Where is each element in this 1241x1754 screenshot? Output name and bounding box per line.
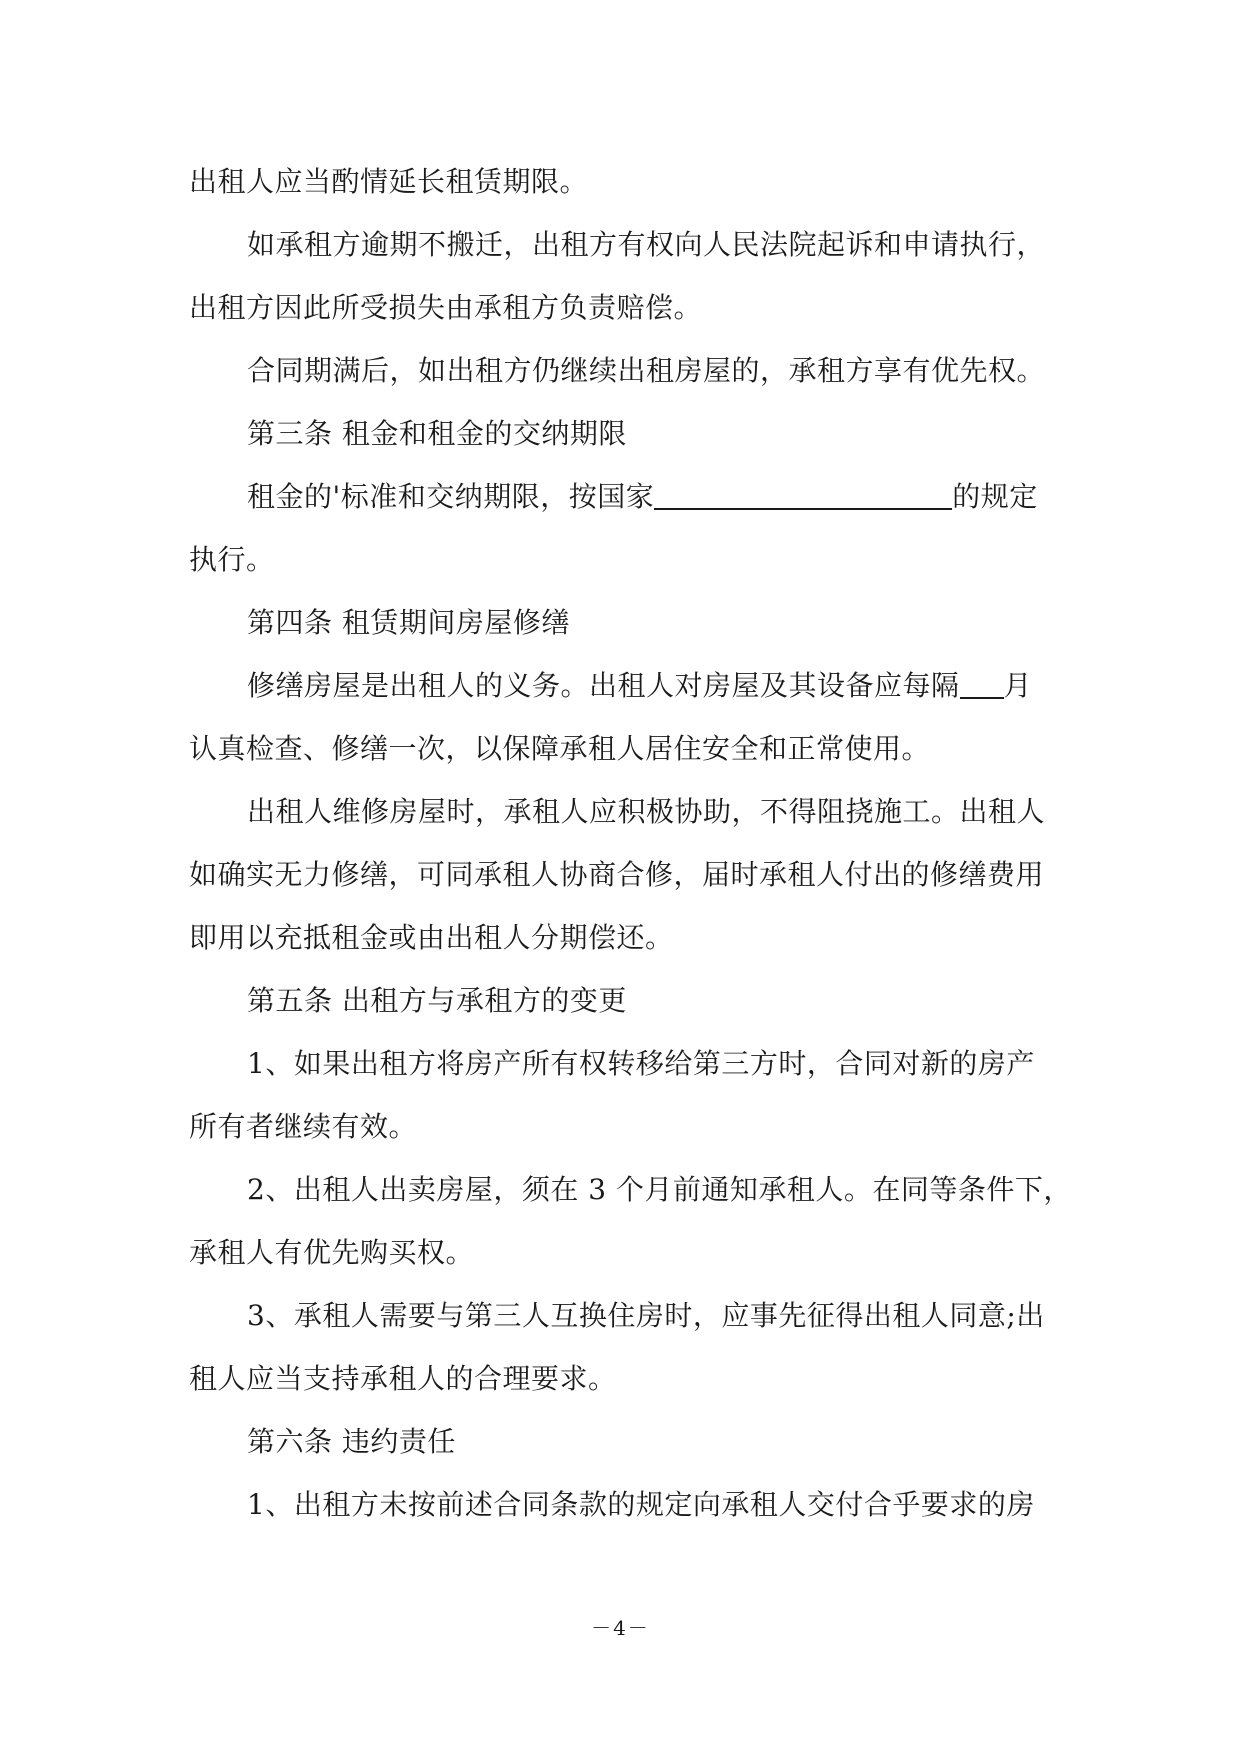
line-text-after-blank: 的规定	[952, 480, 1038, 513]
page-number: －4－	[591, 1616, 650, 1640]
paragraph-line: 合同期满后，如出租方仍继续出租房屋的，承租方享有优先权。	[247, 354, 1046, 387]
document-body	[189, 150, 1072, 1536]
fill-in-blank	[654, 480, 952, 510]
article-heading-6: 第六条 违约责任	[247, 1425, 456, 1458]
paragraph-line: 3、承租人需要与第三人互换住房时，应事先征得出租人同意;出	[247, 1299, 1045, 1332]
paragraph-line: 2、出租人出卖房屋，须在 3 个月前通知承租人。在同等条件下，	[247, 1173, 1072, 1206]
paragraph-line: 出租方因此所受损失由承租方负责赔偿。	[189, 291, 703, 324]
article-heading-4: 第四条 租赁期间房屋修缮	[247, 606, 570, 639]
line-text-before-blank: 修缮房屋是出租人的义务。出租人对房屋及其设备应每隔	[247, 669, 960, 702]
paragraph-line: 租人应当支持承租人的合理要求。	[189, 1362, 617, 1395]
paragraph-line: 所有者继续有效。	[189, 1110, 418, 1143]
paragraph-line: 认真检查、修缮一次，以保障承租人居住安全和正常使用。	[189, 732, 931, 765]
paragraph-line: 出租人维修房屋时，承租人应积极协助，不得阻挠施工。出租人	[247, 795, 1046, 828]
paragraph-line: 承租人有优先购买权。	[189, 1236, 475, 1269]
paragraph-line: 即用以充抵租金或由出租人分期偿还。	[189, 921, 674, 954]
fill-in-blank	[960, 669, 1004, 699]
line-text-before-blank: 租金的'标准和交纳期限，按国家	[247, 480, 655, 513]
paragraph-line-with-blank	[189, 465, 1057, 528]
paragraph-line: 1、出租方未按前述合同条款的规定向承租人交付合乎要求的房	[247, 1488, 1035, 1521]
paragraph-line: 如确实无力修缮，可同承租人协商合修，届时承租人付出的修缮费用	[189, 858, 1045, 891]
paragraph-line: 执行。	[189, 543, 275, 576]
paragraph-line: 1、如果出租方将房产所有权转移给第三方时，合同对新的房产	[247, 1047, 1035, 1080]
line-text-after-blank: 月	[1003, 669, 1033, 702]
article-heading-3: 第三条 租金和租金的交纳期限	[247, 417, 627, 450]
article-heading-5: 第五条 出租方与承租方的变更	[247, 984, 627, 1017]
paragraph-line-with-blank	[189, 654, 1057, 717]
paragraph-line: 出租人应当酌情延长租赁期限。	[189, 165, 589, 198]
paragraph-line: 如承租方逾期不搬迁，出租方有权向人民法院起诉和申请执行，	[247, 228, 1046, 261]
